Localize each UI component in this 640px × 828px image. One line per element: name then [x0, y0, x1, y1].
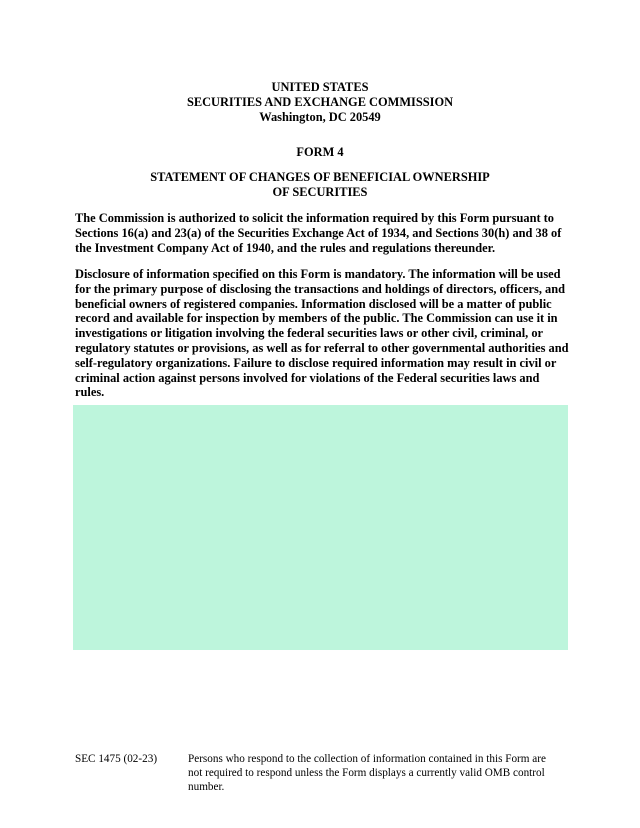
form-title: FORM 4 — [296, 145, 344, 159]
header-agency: SECURITIES AND EXCHANGE COMMISSION — [186, 95, 454, 109]
statement-title-line-2: OF SECURITIES — [272, 185, 368, 199]
form-code: SEC 1475 (02-23) — [75, 753, 158, 765]
agency-header — [0, 80, 640, 125]
statement-title-line-1: STATEMENT OF CHANGES OF BENEFICIAL OWNERSHIP — [150, 170, 490, 184]
header-country: UNITED STATES — [271, 80, 369, 94]
authority-paragraph: The Commission is authorized to solicit the information required by this Form pursuant to Sections 16(a) and 23(a) of the Securities Exchange Act of 1934, and Sections 30(h) and 38 of the Investment Company Act of 1940, and the rules and regulations thereunder. — [75, 211, 562, 255]
content-placeholder-block — [73, 405, 568, 650]
header-address: Washington, DC 20549 — [259, 110, 381, 124]
statement-title — [0, 170, 640, 200]
omb-notice: Persons who respond to the collection of information contained in this Form are not required to respond unless the Form displays a currently valid OMB control number. — [188, 753, 546, 793]
disclosure-paragraph: Disclosure of information specified on this Form is mandatory. The information will be used for the primary purpose of disclosing the transactions and holdings of directors, officers, and beneficial owners of registered companies. Information disclosed will be a matter of public record and available for inspection by members of the public. The Commission can use it in investigations or litigation involving the federal securities laws or other civil, criminal, or regulatory statutes or provisions, as well as for referral to other governmental authorities and self-regulatory organizations. Failure to disclose required information may result in civil or criminal action against persons involved for violations of the Federal securities laws and rules. — [75, 267, 569, 400]
